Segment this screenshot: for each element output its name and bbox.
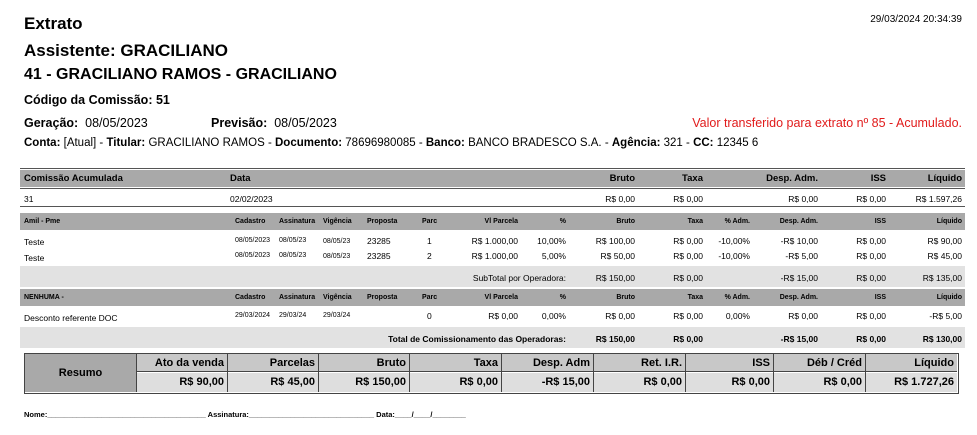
previsao-value: 08/05/2023 bbox=[274, 116, 337, 130]
cc-label: CC: bbox=[693, 137, 714, 149]
col-header-pct-adm: % Adm. bbox=[724, 294, 750, 301]
col-header-taxa: Taxa bbox=[687, 294, 703, 301]
total-taxa: R$ 0,00 bbox=[673, 334, 703, 344]
assistente-heading: Assistente: GRACILIANO bbox=[24, 41, 229, 60]
banco-value: BANCO BRADESCO S.A. bbox=[468, 137, 602, 149]
col-header-pct-adm: % Adm. bbox=[724, 218, 750, 225]
resumo-col-ret-ir bbox=[594, 354, 686, 392]
row-bruto: R$ 50,00 bbox=[600, 251, 635, 261]
subtotal-bruto: R$ 150,00 bbox=[595, 273, 635, 283]
group-name: NENHUMA - bbox=[24, 294, 64, 301]
resumo-value: R$ 90,00 bbox=[137, 373, 227, 392]
row-iss: R$ 0,00 bbox=[856, 236, 886, 246]
row-pct-adm: 0,00% bbox=[725, 311, 750, 321]
code-name-heading: 41 - GRACILIANO RAMOS - GRACILIANO bbox=[24, 66, 337, 83]
col-header-proposta: Proposta bbox=[367, 218, 398, 225]
resumo-header: Bruto bbox=[319, 354, 409, 372]
summary-header-band bbox=[20, 170, 965, 187]
resumo-value: R$ 1.727,26 bbox=[866, 373, 957, 392]
subtotal-desp-adm: -R$ 15,00 bbox=[780, 273, 818, 283]
row-cadastro: 29/03/2024 bbox=[235, 312, 271, 319]
resumo-header: Ret. I.R. bbox=[594, 354, 685, 372]
total-bruto: R$ 150,00 bbox=[595, 334, 635, 344]
row-cadastro: 08/05/2023 bbox=[235, 252, 271, 259]
previsao-label: Previsão: bbox=[211, 116, 268, 130]
resumo-col-bruto bbox=[319, 354, 410, 392]
row-assinatura: 08/05/23 bbox=[279, 237, 307, 244]
resumo-col-iss bbox=[686, 354, 774, 392]
resumo-header: ISS bbox=[686, 354, 773, 372]
geracao-label: Geração: bbox=[24, 116, 79, 130]
row-vl-parcela: R$ 0,00 bbox=[488, 311, 518, 321]
page-title: Extrato bbox=[24, 14, 83, 33]
resumo-value: R$ 0,00 bbox=[594, 373, 685, 392]
resumo-header: Parcelas bbox=[228, 354, 318, 372]
row-assinatura: 29/03/24 bbox=[279, 312, 307, 319]
resumo-header: Déb / Créd bbox=[774, 354, 865, 372]
resumo-col-deb-cred bbox=[774, 354, 866, 392]
row-pct: 0,00% bbox=[541, 311, 566, 321]
row-vigencia: 29/03/24 bbox=[323, 312, 351, 319]
row-iss: R$ 0,00 bbox=[856, 251, 886, 261]
col-header-desp-adm: Desp. Adm. bbox=[779, 218, 818, 225]
row-desp-adm: R$ 0,00 bbox=[788, 311, 818, 321]
documento-label: Documento: bbox=[274, 137, 343, 149]
col-header-proposta: Proposta bbox=[367, 294, 398, 301]
group-name: Amil - Pme bbox=[24, 218, 61, 225]
resumo-value: -R$ 15,00 bbox=[502, 373, 593, 392]
row-pct: 10,00% bbox=[537, 236, 566, 246]
summary-cell-liquido: R$ 1.597,26 bbox=[915, 194, 962, 204]
titular-value: GRACILIANO RAMOS bbox=[148, 137, 265, 149]
resumo-value: R$ 0,00 bbox=[410, 373, 501, 392]
summary-header-desp: Desp. Adm. bbox=[766, 173, 818, 184]
total-iss: R$ 0,00 bbox=[856, 334, 886, 344]
resumo-value: R$ 45,00 bbox=[228, 373, 318, 392]
col-header-bruto: Bruto bbox=[616, 218, 635, 225]
total-liquido: R$ 130,00 bbox=[922, 334, 962, 344]
row-desc: Teste bbox=[24, 253, 45, 263]
col-header-bruto: Bruto bbox=[616, 294, 635, 301]
row-parc: 1 bbox=[427, 236, 432, 246]
row-parc: 2 bbox=[427, 251, 432, 261]
row-iss: R$ 0,00 bbox=[856, 311, 886, 321]
row-liquido: R$ 90,00 bbox=[927, 236, 962, 246]
resumo-header: Desp. Adm bbox=[502, 354, 593, 372]
resumo-value: R$ 0,00 bbox=[774, 373, 865, 392]
row-vigencia: 08/05/23 bbox=[323, 253, 351, 260]
resumo-col-taxa bbox=[410, 354, 502, 392]
geracao-info bbox=[24, 116, 148, 130]
col-header-assinatura: Assinatura bbox=[279, 218, 316, 225]
row-proposta: 23285 bbox=[367, 251, 391, 261]
documento-value: 78696980085 bbox=[345, 137, 416, 149]
row-liquido: R$ 45,00 bbox=[927, 251, 962, 261]
summary-header-taxa: Taxa bbox=[682, 173, 703, 184]
conta-label: Conta: bbox=[24, 137, 61, 149]
conta-value: [Atual] bbox=[63, 137, 97, 149]
col-header-desp-adm: Desp. Adm. bbox=[779, 294, 818, 301]
resumo-col-ato bbox=[137, 354, 228, 392]
row-cadastro: 08/05/2023 bbox=[235, 237, 271, 244]
row-taxa: R$ 0,00 bbox=[673, 251, 703, 261]
row-parc: 0 bbox=[427, 311, 432, 321]
previsao-info bbox=[211, 116, 337, 130]
col-header-parc: Parc bbox=[422, 218, 438, 225]
row-desp-adm: -R$ 10,00 bbox=[780, 236, 818, 246]
summary-header-liquido: Líquido bbox=[927, 173, 962, 184]
resumo-label: Resumo bbox=[25, 354, 137, 392]
col-header-vigencia: Vigência bbox=[323, 294, 352, 301]
subtotal-taxa: R$ 0,00 bbox=[673, 273, 703, 283]
footer-assinatura: Assinatura:______________________________ bbox=[207, 410, 375, 419]
resumo-value: R$ 150,00 bbox=[319, 373, 409, 392]
signature-line bbox=[24, 410, 466, 419]
total-label: Total de Comissionamento das Operadoras: bbox=[388, 334, 566, 344]
row-pct: 5,00% bbox=[541, 251, 566, 261]
col-header-vl-parcela: Vl Parcela bbox=[484, 294, 518, 301]
row-desp-adm: -R$ 5,00 bbox=[785, 251, 818, 261]
row-bruto: R$ 0,00 bbox=[605, 311, 635, 321]
row-assinatura: 08/05/23 bbox=[279, 252, 307, 259]
col-header-vl-parcela: Vl Parcela bbox=[484, 218, 518, 225]
row-bruto: R$ 100,00 bbox=[595, 236, 635, 246]
summary-cell-iss: R$ 0,00 bbox=[856, 194, 886, 204]
timestamp: 29/03/2024 20:34:39 bbox=[870, 14, 962, 25]
resumo-header: Taxa bbox=[410, 354, 501, 372]
summary-cell-taxa: R$ 0,00 bbox=[673, 194, 703, 204]
resumo-table bbox=[24, 353, 959, 394]
row-desc: Teste bbox=[24, 237, 45, 247]
row-liquido: -R$ 5,00 bbox=[929, 311, 962, 321]
agencia-label: Agência: bbox=[611, 137, 661, 149]
summary-header-iss: ISS bbox=[870, 173, 886, 184]
geracao-value: 08/05/2023 bbox=[85, 116, 148, 130]
transfer-note: Valor transferido para extrato nº 85 - Acumulado. bbox=[692, 116, 962, 130]
summary-cell-comissao: 31 bbox=[24, 194, 34, 204]
divider bbox=[20, 206, 965, 207]
subtotal-liquido: R$ 135,00 bbox=[922, 273, 962, 283]
divider bbox=[20, 168, 965, 169]
resumo-col-liquido bbox=[866, 354, 957, 392]
col-header-pct: % bbox=[559, 294, 566, 301]
summary-cell-bruto: R$ 0,00 bbox=[605, 194, 635, 204]
footer-data: Data:____/____/________ bbox=[376, 410, 466, 419]
col-header-liquido: Líquido bbox=[936, 294, 962, 301]
summary-header-data: Data bbox=[230, 173, 251, 184]
col-header-assinatura: Assinatura bbox=[279, 294, 316, 301]
col-header-iss: ISS bbox=[874, 294, 886, 301]
row-pct-adm: -10,00% bbox=[718, 236, 750, 246]
row-vl-parcela: R$ 1.000,00 bbox=[471, 251, 518, 261]
banco-label: Banco: bbox=[425, 137, 465, 149]
summary-cell-data: 02/02/2023 bbox=[230, 194, 273, 204]
resumo-header: Líquido bbox=[866, 354, 957, 372]
col-header-iss: ISS bbox=[874, 218, 886, 225]
col-header-vigencia: Vigência bbox=[323, 218, 352, 225]
cc-value: 12345 6 bbox=[716, 137, 759, 149]
resumo-col-parcelas bbox=[228, 354, 319, 392]
row-vigencia: 08/05/23 bbox=[323, 238, 351, 245]
resumo-header: Ato da venda bbox=[137, 354, 227, 372]
titular-label: Titular: bbox=[106, 137, 146, 149]
col-header-cadastro: Cadastro bbox=[235, 218, 266, 225]
row-desc: Desconto referente DOC bbox=[24, 313, 118, 323]
divider bbox=[20, 188, 965, 189]
row-vl-parcela: R$ 1.000,00 bbox=[471, 236, 518, 246]
comissao-code: Código da Comissão: 51 bbox=[24, 93, 170, 107]
resumo-value: R$ 0,00 bbox=[686, 373, 773, 392]
summary-header-bruto: Bruto bbox=[609, 173, 635, 184]
row-taxa: R$ 0,00 bbox=[673, 236, 703, 246]
row-taxa: R$ 0,00 bbox=[673, 311, 703, 321]
summary-cell-desp: R$ 0,00 bbox=[788, 194, 818, 204]
col-header-taxa: Taxa bbox=[687, 218, 703, 225]
col-header-pct: % bbox=[559, 218, 566, 225]
summary-header-comissao: Comissão Acumulada bbox=[24, 173, 123, 184]
subtotal-label: SubTotal por Operadora: bbox=[472, 273, 566, 283]
total-desp-adm: -R$ 15,00 bbox=[780, 334, 818, 344]
account-info: Conta: [Atual] - Titular: GRACILIANO RAMOS - Documento: 78696980085 - Banco: BANCO BRADESCO S.A. - Agência: 321 - CC: 12345 6 bbox=[24, 137, 759, 149]
subtotal-iss: R$ 0,00 bbox=[856, 273, 886, 283]
col-header-cadastro: Cadastro bbox=[235, 294, 266, 301]
col-header-parc: Parc bbox=[422, 294, 438, 301]
agencia-value: 321 bbox=[663, 137, 683, 149]
row-pct-adm: -10,00% bbox=[718, 251, 750, 261]
row-proposta: 23285 bbox=[367, 236, 391, 246]
col-header-liquido: Líquido bbox=[936, 218, 962, 225]
resumo-col-desp bbox=[502, 354, 594, 392]
footer-nome: Nome:______________________________________ bbox=[24, 410, 206, 419]
